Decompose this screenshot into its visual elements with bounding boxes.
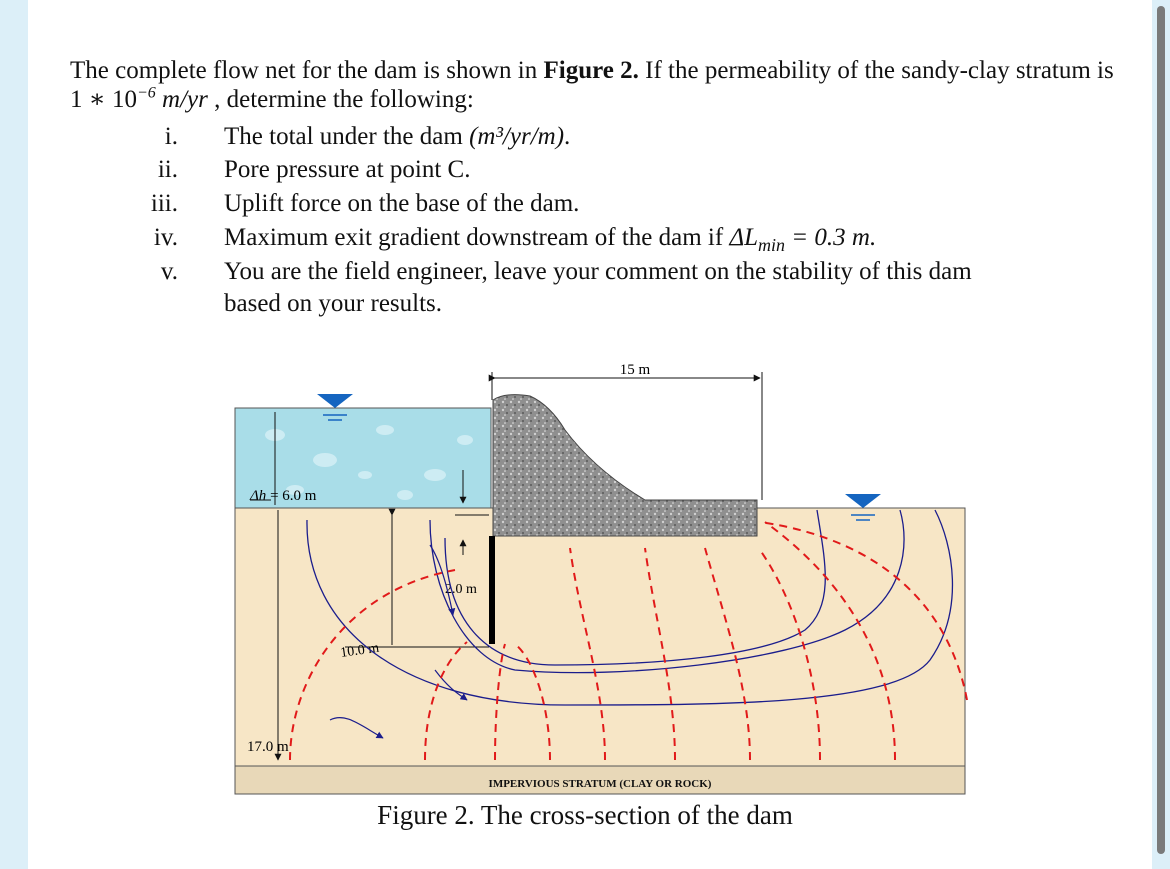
soil-stratum <box>235 508 965 766</box>
problem-intro: The complete flow net for the dam is shown in Figure 2. If the permeability of the sandy-clay stratum is 1 ∗ $10^{-6}$ m/yr , determine the following: <box>70 57 1114 113</box>
figure-caption: Figure 2. The cross-section of the dam <box>377 800 793 830</box>
permeability-value: 1 ∗ $10^{-6}$ m/yr <box>70 84 208 113</box>
upstream-water-level-icon <box>317 394 353 408</box>
sheet-pile <box>489 536 495 644</box>
document-page: The complete flow net for the dam is shown in Figure 2. If the permeability of the sandy-clay stratum is 1 ∗ $10^{-6}$ m/yr , determine the following: i. The total under the dam (m³/yr/m). ii. Pore pressure at point C. iii. Uplift force on the base of the dam. iv. Maximum exit gradient downstream of the dam if $\Delta L_{min} = 0.3$ m. v. You are the field engineer, leave your comment on the stability of this dam based on your results. <box>28 0 1152 869</box>
head-difference-label: Δh = 6.0 m <box>250 488 317 504</box>
dam-body <box>493 395 757 536</box>
dam-width-label: 15 m <box>619 362 651 378</box>
stratum-depth-label: 17.0 m <box>247 739 289 755</box>
figure-ref: Figure 2. <box>543 57 639 84</box>
downstream-water-level-icon <box>845 494 881 508</box>
impervious-label: IMPERVIOUS STRATUM (CLAY OR ROCK) <box>488 778 712 790</box>
vertical-scrollbar[interactable] <box>1157 6 1165 854</box>
depth-label: 10.0 m <box>339 640 381 661</box>
dam-cross-section-figure <box>205 360 975 800</box>
sheetpile-depth-label: 2.0 m <box>445 582 477 597</box>
